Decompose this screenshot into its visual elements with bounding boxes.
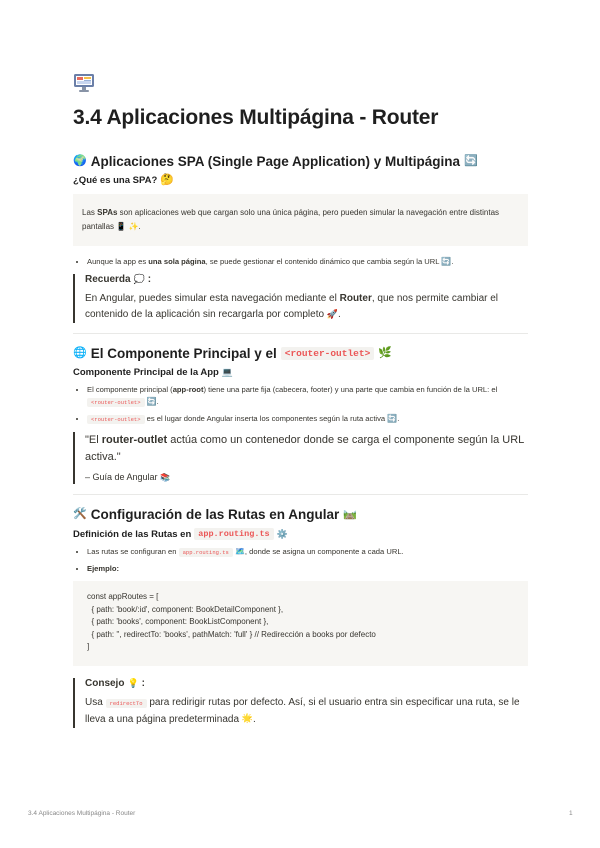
lightbulb-icon: 💡 <box>127 677 139 688</box>
web-icon: 🌐 <box>73 347 87 359</box>
bullet-list <box>73 384 528 426</box>
list-item: • El componente principal (app-root) tiene una parte fija (cabecera, footer) y una parte que cambia en función de la URL: el <router-outlet> 🔄. <box>87 384 528 409</box>
refresh-icon: 🔄 <box>146 397 157 406</box>
section-component <box>73 346 528 484</box>
list-item: • <router-outlet> es el lugar donde Angular inserta los componentes según la ruta activa 🔄. <box>87 413 528 426</box>
page-content <box>73 72 528 738</box>
callout: Las SPAs son aplicaciones web que cargan solo una única página, pero pueden simular la navegación entre distintas pantallas 📱 ✨. <box>73 194 528 246</box>
tools-icon: 🛠️ <box>73 508 87 520</box>
section-heading: 🌐 El Componente Principal y el <router-outlet> 🌿 <box>73 346 392 361</box>
page-title: 3.4 Aplicaciones Multipágina - Router <box>73 106 439 129</box>
section-spa <box>73 154 528 323</box>
gear-icon: ⚙️ <box>276 528 288 539</box>
list-item: • Las rutas se configuran en app.routing.ts 🗺️, donde se asigna un componente a cada URL. <box>87 546 528 559</box>
code-block: const appRoutes = [ { path: 'book/:id', component: BookDetailComponent }, { path: 'books', component: BookListComponent }, { path: '', redirectTo: 'books', pathMatch: 'full' } // Redirección a books por defecto ] <box>73 581 528 666</box>
plant-icon: 🌿 <box>378 347 392 359</box>
speech-bubble-icon: 💭 <box>133 274 145 284</box>
phone-icon: 📱 <box>116 221 127 231</box>
bullet-list <box>73 546 528 575</box>
footer-title: 3.4 Aplicaciones Multipágina - Router <box>28 810 136 817</box>
map-icon: 🗺️ <box>234 547 245 556</box>
divider <box>73 494 528 495</box>
books-icon: 📚 <box>160 472 171 482</box>
section-heading: 🛠️ Configuración de las Rutas en Angular 🛤️ <box>73 507 357 522</box>
map-icon: 🛤️ <box>343 508 357 520</box>
list-item: • Aunque la app es una sola página, se puede gestionar el contenido dinámico que cambia según la URL 🔄. <box>87 256 528 268</box>
section-heading: 🌍 Aplicaciones SPA (Single Page Application) y Multipágina 🔄 <box>73 154 478 169</box>
quote-router-outlet: "El router-outlet actúa como un contenedor donde se carga el componente según la URL activa." – Guía de Angular 📚 <box>73 432 528 484</box>
page-number: 1 <box>569 810 573 817</box>
sparkle-icon: ✨ <box>128 221 139 231</box>
quote-consejo: Consejo 💡 : Usa redirectTo para redirigir rutas por defecto. Así, si el usuario entra sin especificar una ruta, se le lleva a una página predeterminada 🌟. <box>73 678 528 728</box>
refresh-icon: 🔄 <box>464 155 478 167</box>
thinking-icon: 🤔 <box>160 174 174 186</box>
list-item: • Ejemplo: <box>87 563 528 575</box>
star-icon: 🌟 <box>241 713 253 724</box>
refresh-icon: 🔄 <box>387 414 398 423</box>
laptop-icon: 💻 <box>221 367 234 377</box>
section-routes <box>73 507 528 728</box>
monitor-icon <box>73 72 99 98</box>
divider <box>73 333 528 334</box>
subheading: ¿Qué es una SPA? 🤔 <box>73 174 174 186</box>
quote-recuerda: Recuerda 💭 : En Angular, puedes simular esta navegación mediante el Router, que nos permite cambiar el contenido de la aplicación sin recargarla por completo 🚀. <box>73 274 528 323</box>
refresh-icon: 🔄 <box>441 257 452 266</box>
bullet-list <box>73 256 528 268</box>
globe-icon: 🌍 <box>73 155 87 167</box>
subheading: Definición de las Rutas en app.routing.ts ⚙️ <box>73 528 288 540</box>
rocket-icon: 🚀 <box>326 308 339 319</box>
subheading: Componente Principal de la App 💻 <box>73 367 234 378</box>
